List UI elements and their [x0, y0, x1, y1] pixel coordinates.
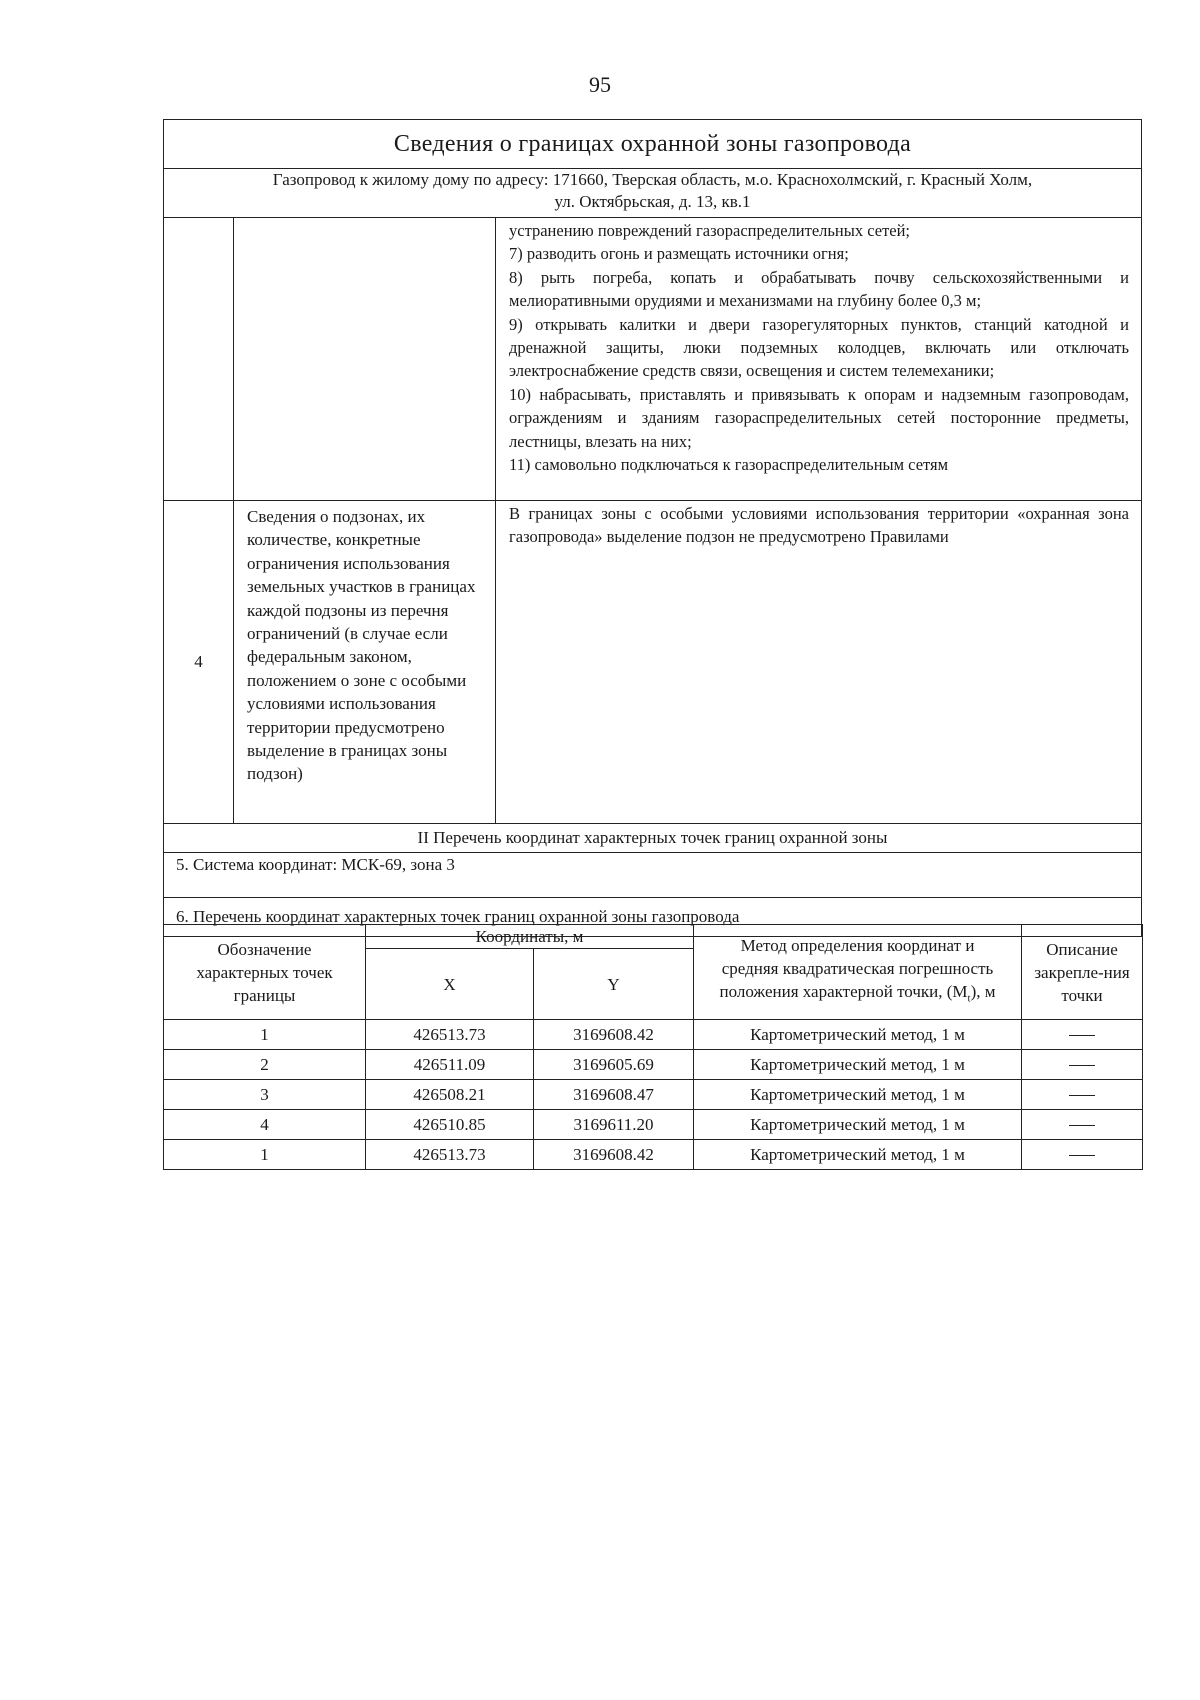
subzones-label: Сведения о подзонах, их количестве, конкретные ограничения использования земельных участков в границах каждой подзоны из перечня ограничений (в случае если федеральным законом, положением о зоне с особыми условиями использования территории предусмотрено выделение в границах зоны подзон) — [234, 501, 496, 824]
y-cell: 3169605.69 — [534, 1050, 694, 1080]
restriction-item: 9) открывать калитки и двери газорегуляторных пунктов, станций катодной и дренажной защиты, люки подземных колодцев, включать или отключать электроснабжение средств связи, освещения и систем телемеханики; — [509, 314, 1129, 381]
document-title: Сведения о границах охранной зоны газопровода — [164, 120, 1142, 169]
y-cell: 3169608.47 — [534, 1080, 694, 1110]
subzones-text-cell — [496, 501, 1142, 824]
coord-list-title: 6. Перечень координат характерных точек границ охранной зоны газопровода — [164, 898, 1142, 937]
subtitle-line-1: Газопровод к жилому дому по адресу: 171660, Тверская область, м.о. Краснохолмский, г. Красный Холм, — [272, 170, 1033, 189]
x-cell: 426508.21 — [366, 1080, 534, 1110]
point-cell: 3 — [164, 1080, 366, 1110]
point-cell: 2 — [164, 1050, 366, 1080]
restrictions-row — [164, 218, 1142, 501]
dash-mark — [1069, 1065, 1095, 1066]
y-cell: 3169608.42 — [534, 1140, 694, 1170]
point-cell: 1 — [164, 1020, 366, 1050]
dash-mark — [1069, 1125, 1095, 1126]
table-row — [164, 1050, 1143, 1080]
coord-system: 5. Система координат: МСК-69, зона 3 — [164, 853, 1142, 898]
section-ii-heading: II Перечень координат характерных точек границ охранной зоны — [164, 824, 1142, 853]
method-cell: Картометрический метод, 1 м — [694, 1080, 1022, 1110]
description-cell — [1022, 1020, 1143, 1050]
description-cell — [1022, 1080, 1143, 1110]
header-method-subscript: t — [967, 992, 971, 1005]
description-cell — [1022, 1140, 1143, 1170]
description-cell — [1022, 1050, 1143, 1080]
y-cell: 3169611.20 — [534, 1110, 694, 1140]
x-cell: 426513.73 — [366, 1020, 534, 1050]
subtitle-line-2: ул. Октябрьская, д. 13, кв.1 — [554, 192, 751, 211]
subzones-number: 4 — [164, 501, 234, 824]
point-cell: 4 — [164, 1110, 366, 1140]
title-row — [164, 120, 1142, 169]
coord-system-row — [164, 853, 1142, 898]
document-subtitle — [164, 169, 1142, 218]
dash-mark — [1069, 1155, 1095, 1156]
y-cell: 3169608.42 — [534, 1020, 694, 1050]
restriction-item: 10) набрасывать, приставлять и привязывать к опорам и надземным газопроводам, ограждениям и зданиям газораспределительных сетей посторонние предметы, лестницы, влезать на них; — [509, 384, 1129, 451]
header-coordinates: Координаты, м — [366, 925, 694, 949]
method-cell: Картометрический метод, 1 м — [694, 1110, 1022, 1140]
method-cell: Картометрический метод, 1 м — [694, 1020, 1022, 1050]
point-cell: 1 — [164, 1140, 366, 1170]
table-row — [164, 1020, 1143, 1050]
restrictions-text-cell — [496, 218, 1142, 501]
method-cell: Картометрический метод, 1 м — [694, 1140, 1022, 1170]
header-method-suffix: ), м — [970, 981, 996, 1001]
method-cell: Картометрический метод, 1 м — [694, 1050, 1022, 1080]
restriction-item: 11) самовольно подключаться к газораспределительным сетям — [509, 455, 949, 475]
coordinates-table — [163, 924, 1143, 1170]
page-number: 95 — [589, 72, 611, 97]
restriction-item: устранению повреждений газораспределительных сетей; — [509, 221, 911, 240]
description-cell — [1022, 1110, 1143, 1140]
header-method-text: Метод определения координат и средняя квадратическая погрешность положения характерной точки, (M — [719, 935, 994, 1001]
subtitle-row — [164, 169, 1142, 218]
subzones-text: В границах зоны с особыми условиями использования территории «охранная зона газопровода» выделение подзон не предусмотрено Правилами — [509, 504, 1129, 547]
header-description: Описание закрепле-ния точки — [1022, 925, 1143, 1020]
dash-mark — [1069, 1035, 1095, 1036]
dash-mark — [1069, 1095, 1095, 1096]
header-x: X — [366, 949, 534, 1020]
section-ii-row — [164, 824, 1142, 853]
restrictions-number-cell — [164, 218, 234, 501]
header-y: Y — [534, 949, 694, 1020]
x-cell: 426510.85 — [366, 1110, 534, 1140]
restrictions-label-cell — [234, 218, 496, 501]
restriction-item: 7) разводить огонь и размещать источники огня; — [509, 244, 849, 264]
table-row — [164, 1140, 1143, 1170]
header-method — [694, 925, 1022, 1020]
restriction-item: 8) рыть погреба, копать и обрабатывать почву сельскохозяйственными и мелиоративными орудиями и механизмами на глубину более 0,3 м; — [509, 267, 1129, 311]
table-row — [164, 1110, 1143, 1140]
header-point: Обозначение характерных точек границы — [164, 925, 366, 1020]
x-cell: 426511.09 — [366, 1050, 534, 1080]
table-row — [164, 1080, 1143, 1110]
x-cell: 426513.73 — [366, 1140, 534, 1170]
zone-info-table — [163, 119, 1142, 937]
coords-header-row — [164, 925, 1143, 949]
subzones-row — [164, 501, 1142, 824]
